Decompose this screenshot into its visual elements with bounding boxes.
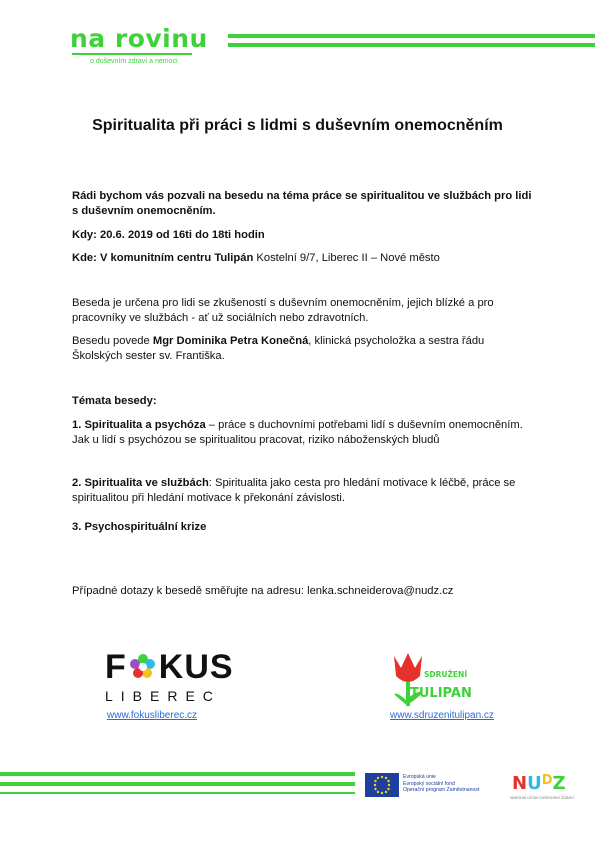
brand-name: na rovinu (70, 24, 208, 53)
topic-title: 1. Spiritualita a psychóza (72, 419, 206, 431)
nudz-subtitle: NÁRODNÍ ÚSTAV DUŠEVNÍHO ZDRAVÍ (510, 796, 574, 800)
intro-text: Beseda je určena pro lidi se zkušeností s duševním onemocněním, jejich blízké a pro pracovníky ve službách - ať už sociálních nebo zdravotních. (72, 297, 494, 324)
topics-heading: Témata besedy: (72, 395, 157, 407)
fokus-flower-icon (129, 653, 157, 681)
speaker-name: Mgr Dominika Petra Konečná (152, 335, 309, 347)
eu-caption (403, 774, 479, 794)
contact-text (72, 584, 532, 599)
where-address: Kostelní 9/7, Liberec II – Nové město (253, 252, 440, 264)
eu-line: Operační program Zaměstnanost (403, 787, 480, 793)
topic-text: : Spiritualita jako cesta pro hledání motivace k léčbě, práce se spiritualitou při hledání motivace k překonání závislosti. (72, 477, 516, 504)
topic-item-3 (72, 520, 532, 535)
where-label: Kde: V komunitním centru Tulipán (72, 252, 254, 264)
header-bar-bottom (228, 43, 595, 47)
event-where (72, 251, 532, 266)
topic-item-1 (72, 418, 532, 447)
nudz-logo: $NU^DZ$ (512, 773, 566, 794)
fokus-link[interactable]: www.fokusliberec.cz (107, 710, 198, 721)
brand-tagline: o duševním zdraví a nemoci (90, 58, 178, 65)
event-when: Kdy: 20.6. 2019 od 16ti do 18ti hodin (72, 229, 265, 241)
brand-logo (70, 25, 208, 66)
fokus-letters-kus: KUS (158, 648, 234, 686)
topic-text: – práce s duchovními potřebami lidí s duševním onemocněním. Jak u lidí s psychózou se spiritualitou pracovat, riziko náboženských bludů (72, 419, 523, 446)
eu-line: Evropská unie (403, 774, 436, 780)
contact-email[interactable]: lenka.schneiderova@nudz.cz (307, 585, 454, 597)
tulipan-logo (390, 650, 470, 710)
eu-flag-icon (365, 773, 399, 797)
speaker-text (72, 334, 532, 363)
fokus-wordmark (105, 650, 255, 684)
tulipan-line2: TULIPAN (410, 686, 472, 701)
page-title: Spiritualita při práci s lidmi s duševním onemocněním (92, 117, 503, 134)
fokus-letter-f: F (105, 648, 127, 686)
speaker-post: , klinická psycholožka a sestra řádu Školských sester sv. Františka. (72, 335, 485, 362)
tulipan-line1: SDRUŽENÍ (424, 670, 468, 679)
topic-title: 3. Psychospirituální krize (72, 521, 207, 533)
footer-bar-bottom (0, 782, 355, 786)
fokus-city: LIBEREC (105, 688, 221, 704)
header-bar-top (228, 34, 595, 38)
topic-title: 2. Spiritualita ve službách (72, 477, 209, 489)
tulipan-link[interactable]: www.sdruzenitulipan.cz (390, 710, 494, 721)
fokus-logo (105, 650, 255, 704)
invite-text: Rádi bychom vás pozvali na besedu na téma práce se spiritualitou ve službách pro lidi s duševním onemocněním. (72, 190, 532, 217)
topic-item-2 (72, 476, 532, 505)
eu-line: Evropský sociální fond (403, 780, 455, 787)
footer-bar-top (0, 772, 355, 776)
contact-label: Případné dotazy k besedě směřujte na adresu: (72, 585, 308, 597)
speaker-pre: Besedu povede (72, 335, 153, 347)
footer-bar-thin (0, 792, 355, 794)
